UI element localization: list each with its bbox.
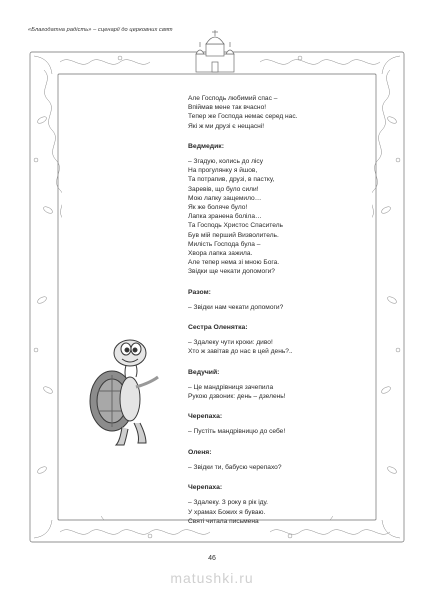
verse-line: Впіймав мене так вчасно! <box>188 104 267 112</box>
verse-line: Хвора лапка зажила. <box>188 250 253 258</box>
speaker-label: Ведмедик: <box>188 142 224 150</box>
speaker-label: Черепаха: <box>188 484 223 492</box>
dialogue-text <box>188 94 378 526</box>
verse-line: Та потрапив, друзі, в пастку, <box>188 176 275 184</box>
turtle-illustration <box>86 335 166 455</box>
verse-line: Лапка зранена боліла… <box>188 213 262 221</box>
verse-stanza <box>188 427 378 436</box>
verse-line: Звідки ще чекати допомоги? <box>188 268 275 276</box>
verse-line: – Звідки ти, бабусю черепахо? <box>188 463 282 471</box>
verse-line: Але Господь любимий спас – <box>188 95 278 102</box>
verse-line: Був мій перший Визволитель. <box>188 231 279 239</box>
verse-stanza <box>188 303 378 312</box>
verse-line: – Згадую, колись до лісу <box>188 158 263 166</box>
speaker-label: Сестра Оленятка: <box>188 324 248 332</box>
verse-line: У храмах Божих я буваю. <box>188 508 266 516</box>
church-icon <box>196 30 234 72</box>
speaker-label: Оленя: <box>188 448 212 456</box>
running-header: «Благодатна радість» – сценарії до церковних свят <box>28 27 173 33</box>
verse-line: – Це мандрівниця зачепила <box>188 383 274 391</box>
verse-line: Але тепер нема зі мною Бога. <box>188 259 280 267</box>
verse-line: Як же боляче було! <box>188 204 248 212</box>
verse-line: – Здалеку. З року в рік іду. <box>188 499 268 507</box>
verse-stanza <box>188 157 378 277</box>
verse-stanza <box>188 383 378 401</box>
verse-stanza <box>188 463 378 472</box>
speaker-label: Черепаха: <box>188 413 223 421</box>
verse-stanza <box>188 338 378 356</box>
speaker-label: Ведучий: <box>188 368 220 376</box>
page-number: 46 <box>208 555 216 562</box>
verse-line: Та Господь Христос Спаситель <box>188 222 283 230</box>
verse-line: Рукою дзвоник: день – дзелень! <box>188 393 286 401</box>
verse-stanza <box>188 94 378 131</box>
watermark: matushki.ru <box>170 570 254 586</box>
verse-line: Святі читала письмена <box>188 517 259 525</box>
verse-line: Мою лапку защемило… <box>188 194 262 202</box>
verse-line: – Звідки нам чекати допомоги? <box>188 303 284 311</box>
verse-line: Хто ж завітав до нас в цей день?.. <box>188 348 293 356</box>
speaker-label: Разом: <box>188 288 211 296</box>
verse-stanza <box>188 498 378 526</box>
verse-line: Заревів, що було сили! <box>188 185 259 193</box>
verse-line: Милість Господа була – <box>188 240 261 248</box>
verse-line: На прогулянку я йшов, <box>188 167 258 175</box>
verse-line: – Здалеку чути кроки: диво! <box>188 339 273 347</box>
verse-line: Тепер же Господа немає серед нас. <box>188 113 298 121</box>
verse-line: – Пустіть мандрівницю до себе! <box>188 428 286 436</box>
verse-line: Які ж ми друзі є нещасні! <box>188 122 265 130</box>
